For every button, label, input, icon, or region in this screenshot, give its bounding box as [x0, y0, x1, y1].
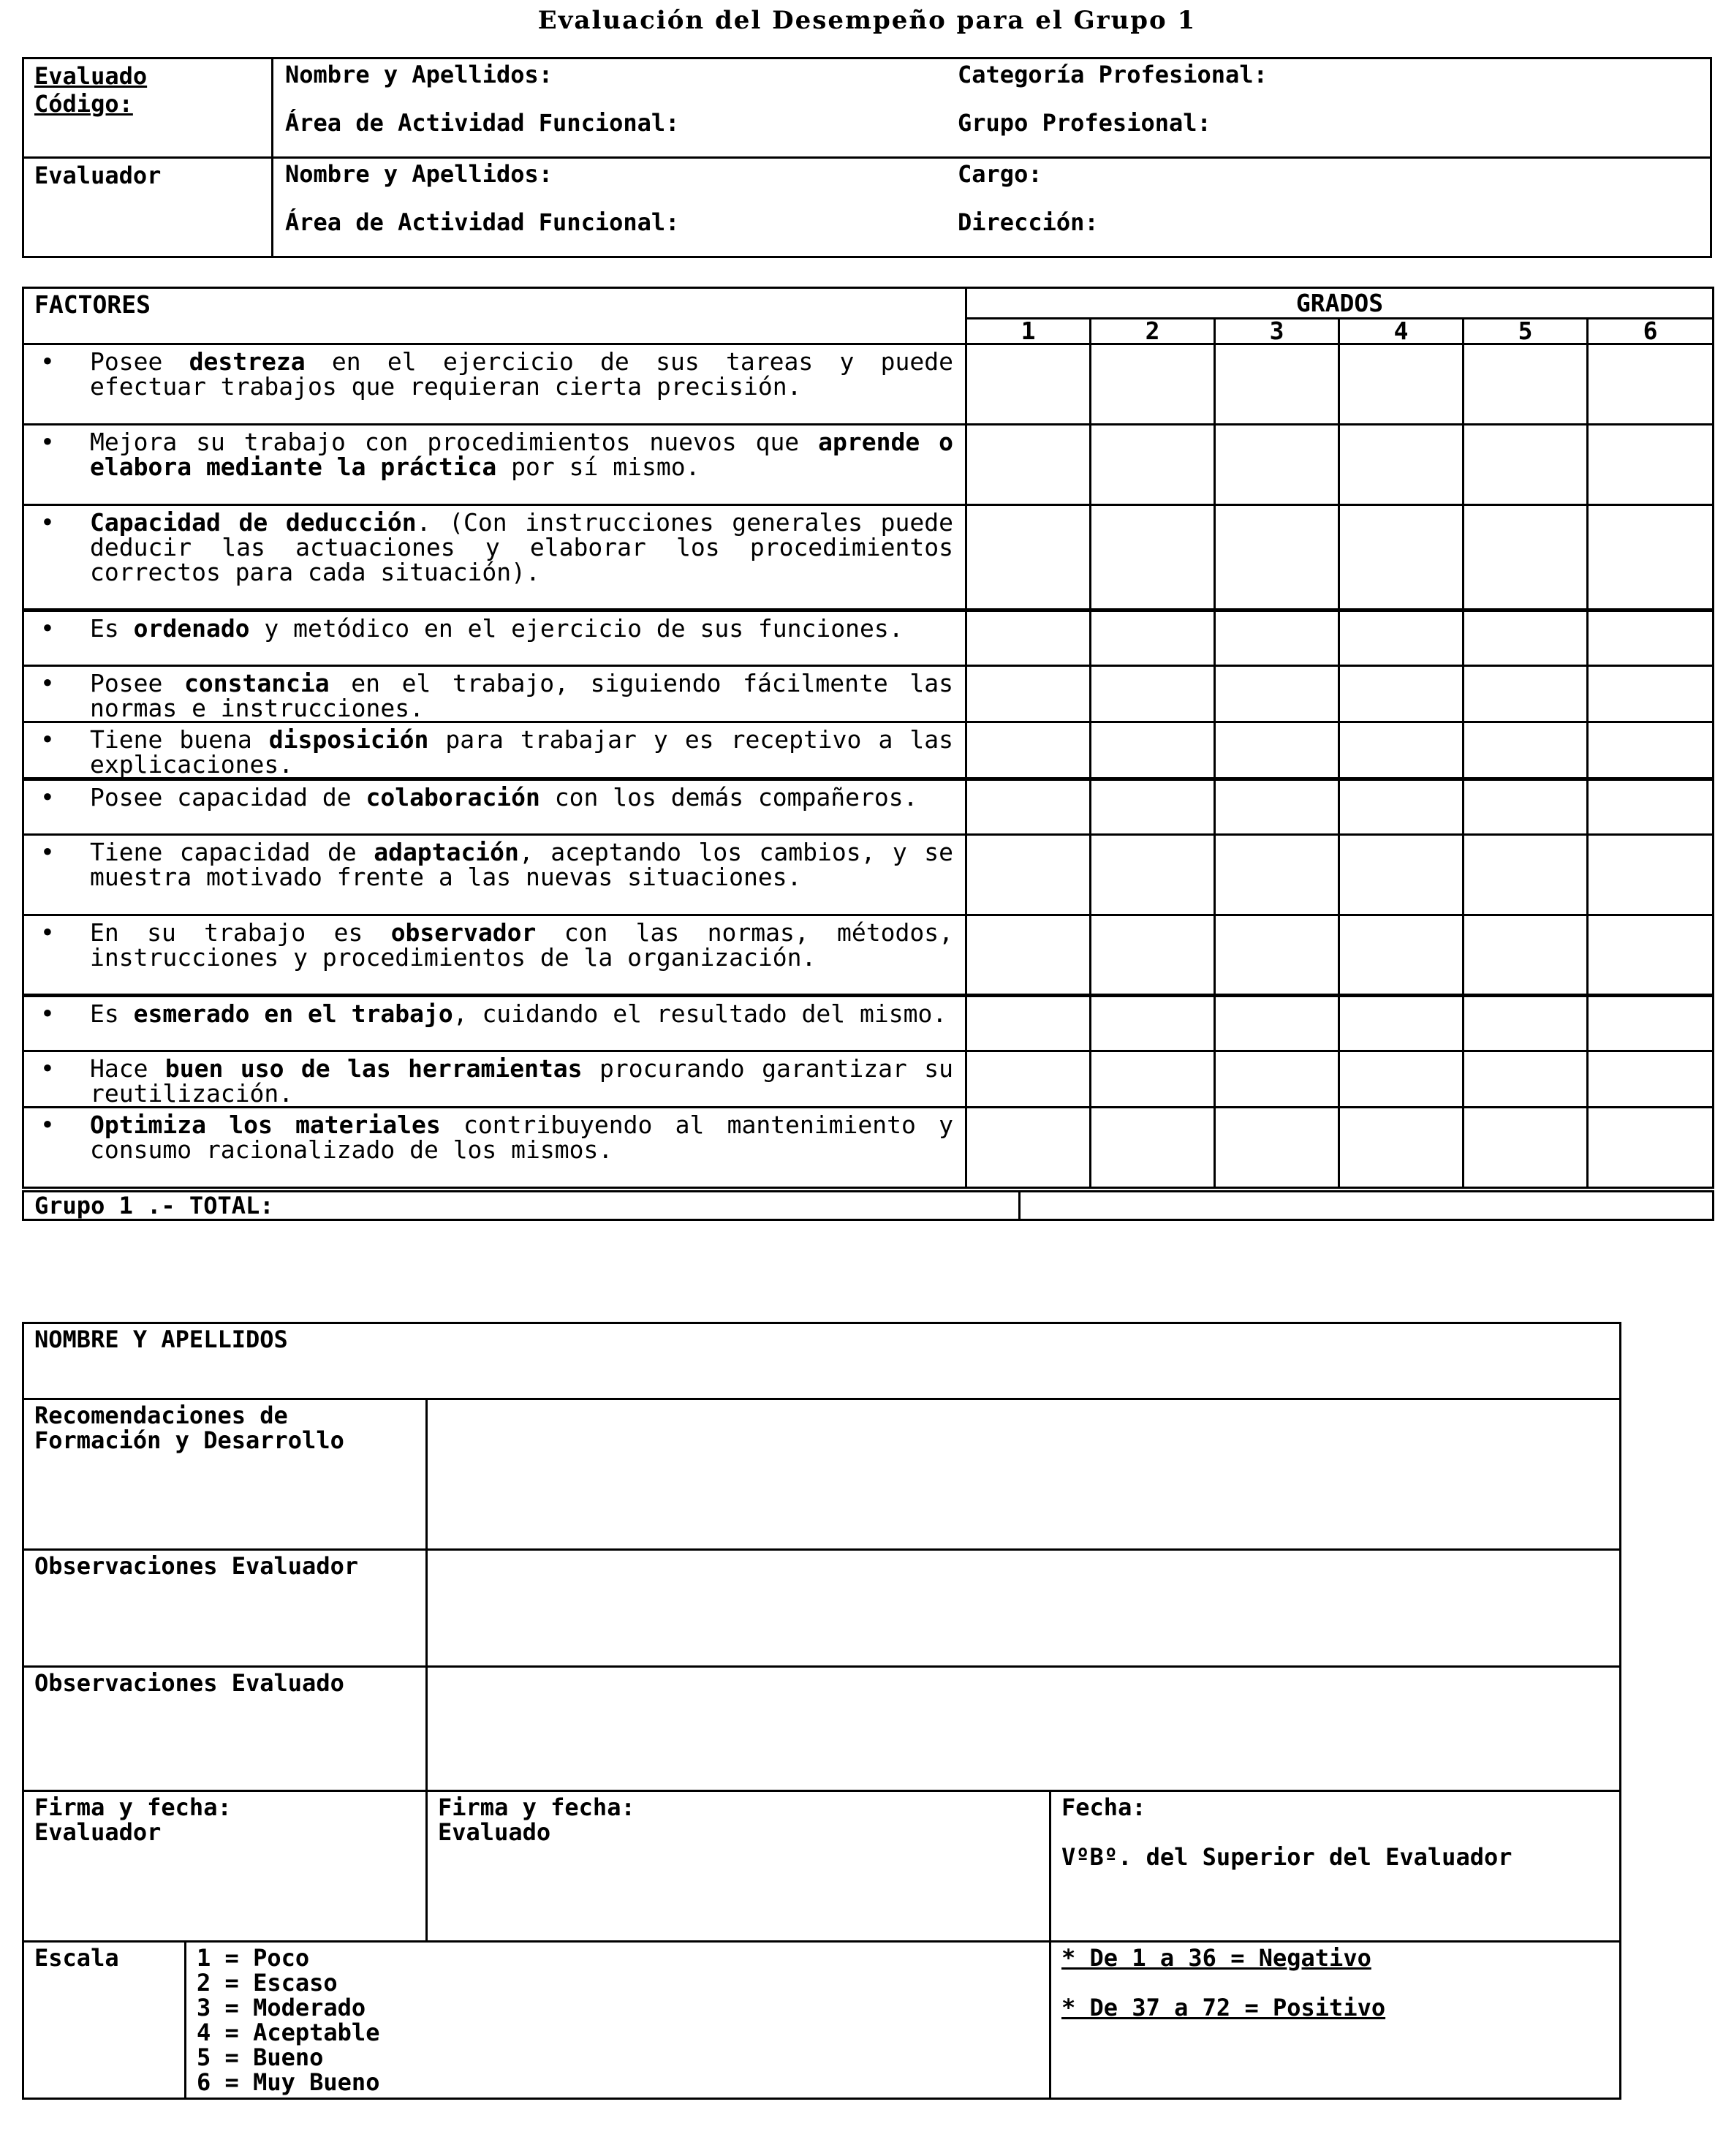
factor-text-pre: Tiene buena [90, 725, 269, 754]
grade-cell-5[interactable] [1464, 425, 1588, 505]
factor-text [37, 430, 953, 480]
grade-cell-3[interactable] [1215, 722, 1339, 779]
factor-text-post: contribuyendo al mantenimiento y consumo racionalizado de los mismos. [90, 1111, 953, 1164]
factor-text-pre: Posee capacidad de [90, 783, 366, 812]
factor-row [23, 505, 1714, 610]
factor-text [37, 616, 953, 641]
grade-cell-5[interactable] [1464, 835, 1588, 915]
grade-cell-4[interactable] [1339, 722, 1464, 779]
factor-text [37, 671, 953, 721]
firma-evaluador-cell[interactable] [23, 1791, 427, 1942]
grade-cell-3[interactable] [1215, 1108, 1339, 1188]
evaluado-fields [273, 58, 1711, 158]
scale-item-4: 4 = Aceptable [197, 2019, 380, 2046]
factor-text-post: , aceptando los cambios, y se muestra motivado frente a las nuevas situaciones. [90, 838, 953, 891]
grade-cell-5[interactable] [1464, 996, 1588, 1051]
factor-text-post: y metódico en el ejercicio de sus funciones. [249, 614, 904, 643]
grade-cell-6[interactable] [1588, 666, 1714, 722]
grade-cell-3[interactable] [1215, 996, 1339, 1051]
grade-cell-6[interactable] [1588, 996, 1714, 1051]
factor-text-cell [23, 996, 966, 1051]
grade-cell-6[interactable] [1588, 779, 1714, 835]
grade-header-2: 2 [1091, 319, 1215, 344]
evaluador-cargo-field[interactable]: Cargo: [958, 160, 1042, 188]
factor-row [23, 779, 1714, 835]
evaluado-area-field[interactable]: Área de Actividad Funcional: [285, 109, 680, 137]
factor-text [37, 1056, 953, 1106]
nombre-label: NOMBRE Y APELLIDOS [34, 1325, 288, 1353]
grade-cell-4[interactable] [1339, 835, 1464, 915]
total-label: Grupo 1 .- TOTAL: [23, 1192, 1020, 1220]
grade-header-5: 5 [1464, 319, 1588, 344]
grade-cell-4[interactable] [1339, 425, 1464, 505]
firma-evaluado-cell[interactable] [427, 1791, 1050, 1942]
factor-text-post: procurando garantizar su reutilización. [90, 1054, 953, 1108]
factor-text [37, 920, 953, 970]
grade-cell-5[interactable] [1464, 779, 1588, 835]
grade-cell-6[interactable] [1588, 1051, 1714, 1108]
grade-cell-6[interactable] [1588, 505, 1714, 610]
factor-text [37, 727, 953, 777]
evaluador-fields [273, 158, 1711, 257]
bullet-icon: • [40, 1111, 55, 1139]
grade-cell-4[interactable] [1339, 666, 1464, 722]
grade-cell-2[interactable] [1091, 610, 1215, 666]
recomendaciones-field[interactable] [427, 1399, 1621, 1550]
grade-cell-4[interactable] [1339, 779, 1464, 835]
grade-cell-6[interactable] [1588, 425, 1714, 505]
factor-text [37, 840, 953, 890]
grados-header: GRADOS [966, 288, 1714, 319]
factor-text-keyword: observador [390, 918, 537, 947]
grade-cell-1[interactable] [966, 779, 1091, 835]
fecha-label: Fecha: [1061, 1793, 1146, 1821]
codigo-label: Código: [34, 90, 133, 118]
factor-text-pre: Es [90, 614, 134, 643]
factor-row [23, 425, 1714, 505]
grade-header-1: 1 [966, 319, 1091, 344]
factor-text-pre: Posee [90, 347, 189, 376]
nombre-cell[interactable] [23, 1323, 1621, 1399]
firma-evaluado-role: Evaluado [438, 1818, 551, 1846]
obs-evaluador-label: Observaciones Evaluador [23, 1550, 427, 1667]
grade-cell-1[interactable] [966, 425, 1091, 505]
factor-row [23, 835, 1714, 915]
factor-row [23, 996, 1714, 1051]
bullet-icon: • [40, 918, 55, 947]
grade-cell-2[interactable] [1091, 722, 1215, 779]
grade-cell-6[interactable] [1588, 915, 1714, 996]
grade-cell-1[interactable] [966, 344, 1091, 425]
factor-text-keyword: esmerado en el trabajo [133, 999, 453, 1028]
grade-cell-2[interactable] [1091, 505, 1215, 610]
bullet-icon: • [40, 428, 55, 456]
grade-cell-1[interactable] [966, 666, 1091, 722]
factor-text-cell [23, 610, 966, 666]
grade-cell-1[interactable] [966, 722, 1091, 779]
scale-item-5: 5 = Bueno [197, 2043, 324, 2071]
grade-cell-3[interactable] [1215, 835, 1339, 915]
factor-text-pre: Posee [90, 669, 184, 697]
grade-cell-3[interactable] [1215, 344, 1339, 425]
bottom-table [22, 1322, 1621, 2100]
evaluado-nombre-field[interactable]: Nombre y Apellidos: [285, 61, 553, 88]
factor-text-post: en el ejercicio de sus tareas y puede efectuar trabajos que requieran cierta precisión. [90, 347, 953, 401]
grade-cell-3[interactable] [1215, 610, 1339, 666]
factor-text-cell [23, 1051, 966, 1108]
grade-cell-2[interactable] [1091, 425, 1215, 505]
factores-header: FACTORES [23, 288, 966, 344]
grade-cell-5[interactable] [1464, 722, 1588, 779]
factor-row [23, 1051, 1714, 1108]
grade-header-6: 6 [1588, 319, 1714, 344]
factor-text-cell [23, 666, 966, 722]
evaluador-direccion-field[interactable]: Dirección: [958, 208, 1099, 236]
grade-cell-1[interactable] [966, 996, 1091, 1051]
grade-cell-6[interactable] [1588, 344, 1714, 425]
factor-text-keyword: destreza [189, 347, 306, 376]
grade-cell-6[interactable] [1588, 1108, 1714, 1188]
grade-cell-3[interactable] [1215, 779, 1339, 835]
grade-cell-5[interactable] [1464, 1108, 1588, 1188]
total-value-cell[interactable] [1020, 1192, 1714, 1220]
factor-text-pre: Tiene capacidad de [90, 838, 374, 866]
grade-cell-6[interactable] [1588, 722, 1714, 779]
escala-label: Escala [23, 1942, 186, 2099]
bullet-icon: • [40, 1054, 55, 1083]
grade-cell-2[interactable] [1091, 915, 1215, 996]
evaluado-categoria-field[interactable]: Categoría Profesional: [958, 61, 1268, 88]
grade-cell-2[interactable] [1091, 1108, 1215, 1188]
grade-cell-5[interactable] [1464, 344, 1588, 425]
grade-cell-5[interactable] [1464, 915, 1588, 996]
grade-cell-4[interactable] [1339, 915, 1464, 996]
factor-row [23, 610, 1714, 666]
factor-row [23, 1108, 1714, 1188]
grade-cell-5[interactable] [1464, 610, 1588, 666]
grade-cell-4[interactable] [1339, 505, 1464, 610]
evaluado-label: Evaluado [34, 62, 148, 90]
factor-text [37, 1113, 953, 1162]
grade-cell-2[interactable] [1091, 779, 1215, 835]
factor-text-pre: En su trabajo es [90, 918, 391, 947]
obs-evaluado-field[interactable] [427, 1667, 1621, 1791]
evaluador-label: Evaluador [34, 162, 162, 189]
grade-cell-5[interactable] [1464, 1051, 1588, 1108]
grade-cell-4[interactable] [1339, 1108, 1464, 1188]
grade-cell-1[interactable] [966, 610, 1091, 666]
grade-cell-2[interactable] [1091, 835, 1215, 915]
evaluador-nombre-field[interactable]: Nombre y Apellidos: [285, 160, 553, 188]
bullet-icon: • [40, 999, 55, 1028]
bullet-icon: • [40, 838, 55, 866]
factor-text-post: por sí mismo. [496, 453, 700, 481]
negativo-legend: * De 1 a 36 = Negativo [1061, 1944, 1371, 1972]
bullet-icon: • [40, 783, 55, 812]
obs-evaluado-label: Observaciones Evaluado [23, 1667, 427, 1791]
scale-item-2: 2 = Escaso [197, 1969, 338, 1997]
factor-text-post: , cuidando el resultado del mismo. [453, 999, 947, 1028]
factor-text-post: . (Con instrucciones generales puede deducir las actuaciones y elaborar los procedimientos correctos para cada situación). [90, 508, 953, 586]
factor-row [23, 666, 1714, 722]
factor-text-keyword: Capacidad de deducción [90, 508, 417, 537]
grade-cell-3[interactable] [1215, 425, 1339, 505]
scale-item-1: 1 = Poco [197, 1944, 310, 1972]
factor-text-keyword: adaptación [374, 838, 519, 866]
grade-cell-6[interactable] [1588, 610, 1714, 666]
header-table [22, 57, 1712, 258]
vb-superior-cell[interactable] [1050, 1791, 1621, 1942]
grade-cell-2[interactable] [1091, 1051, 1215, 1108]
scale-list [186, 1942, 1050, 2099]
factors-table [22, 287, 1714, 1189]
grade-cell-6[interactable] [1588, 835, 1714, 915]
factor-text-pre: Hace [90, 1054, 165, 1083]
factor-text-cell [23, 344, 966, 425]
grade-cell-2[interactable] [1091, 996, 1215, 1051]
result-legend [1050, 1942, 1621, 2099]
grade-cell-1[interactable] [966, 835, 1091, 915]
factor-text [37, 999, 953, 1028]
factor-text-cell [23, 835, 966, 915]
positivo-legend: * De 37 a 72 = Positivo [1061, 1994, 1386, 2021]
recomendaciones-label: Recomendaciones de Formación y Desarrollo [23, 1399, 427, 1550]
evaluado-grupo-field[interactable]: Grupo Profesional: [958, 109, 1211, 137]
vb-superior-label: VºBº. del Superior del Evaluador [1061, 1843, 1512, 1871]
factor-row [23, 915, 1714, 996]
firma-evaluador-role: Evaluador [34, 1818, 162, 1846]
firma-evaluado-label: Firma y fecha: [438, 1793, 635, 1821]
grade-header-3: 3 [1215, 319, 1339, 344]
grade-header-4: 4 [1339, 319, 1464, 344]
factor-text-keyword: Optimiza los materiales [90, 1111, 441, 1139]
factor-text-pre: Mejora su trabajo con procedimientos nuevos que [90, 428, 819, 456]
page-title: Evaluación del Desempeño para el Grupo 1 [537, 6, 1197, 35]
grade-cell-4[interactable] [1339, 1051, 1464, 1108]
bullet-icon: • [40, 347, 55, 376]
factor-text-cell [23, 915, 966, 996]
grade-cell-1[interactable] [966, 1108, 1091, 1188]
evaluador-area-field[interactable]: Área de Actividad Funcional: [285, 208, 680, 236]
grade-cell-4[interactable] [1339, 344, 1464, 425]
bullet-icon: • [40, 669, 55, 697]
grade-cell-2[interactable] [1091, 344, 1215, 425]
factor-text-cell [23, 1108, 966, 1188]
scale-item-6: 6 = Muy Bueno [197, 2068, 380, 2096]
factor-text-keyword: aprende o elabora mediante la práctica [90, 428, 954, 481]
grade-cell-3[interactable] [1215, 915, 1339, 996]
factor-text [37, 785, 953, 810]
bullet-icon: • [40, 725, 55, 754]
grade-cell-3[interactable] [1215, 505, 1339, 610]
grade-cell-4[interactable] [1339, 996, 1464, 1051]
factor-text-keyword: disposición [268, 725, 429, 754]
factor-text-post: con los demás compañeros. [539, 783, 918, 812]
grade-cell-1[interactable] [966, 1051, 1091, 1108]
grade-cell-1[interactable] [966, 915, 1091, 996]
grade-cell-4[interactable] [1339, 610, 1464, 666]
factor-text-cell [23, 779, 966, 835]
evaluador-label-cell [23, 158, 273, 257]
evaluado-label-cell [23, 58, 273, 158]
factor-text-cell [23, 505, 966, 610]
obs-evaluador-field[interactable] [427, 1550, 1621, 1667]
grade-cell-1[interactable] [966, 505, 1091, 610]
factor-text [37, 349, 953, 399]
firma-evaluador-label: Firma y fecha: [34, 1793, 232, 1821]
factor-text-keyword: buen uso de las herramientas [164, 1054, 583, 1083]
scale-item-3: 3 = Moderado [197, 1994, 366, 2021]
factor-row [23, 722, 1714, 779]
factor-text-pre: Es [90, 999, 134, 1028]
grade-cell-5[interactable] [1464, 666, 1588, 722]
factor-text-cell [23, 425, 966, 505]
factor-text-keyword: ordenado [133, 614, 250, 643]
factor-text-cell [23, 722, 966, 779]
factor-text [37, 510, 953, 585]
grade-cell-2[interactable] [1091, 666, 1215, 722]
bullet-icon: • [40, 508, 55, 537]
total-table [22, 1190, 1714, 1221]
grade-cell-3[interactable] [1215, 666, 1339, 722]
factor-text-post: con las normas, métodos, instrucciones y procedimientos de la organización. [90, 918, 953, 972]
factor-text-keyword: constancia [183, 669, 330, 697]
factor-text-post: para trabajar y es receptivo a las explicaciones. [90, 725, 953, 779]
grade-cell-5[interactable] [1464, 505, 1588, 610]
factor-text-keyword: colaboración [366, 783, 540, 812]
factor-row [23, 344, 1714, 425]
grade-cell-3[interactable] [1215, 1051, 1339, 1108]
factor-text-post: en el trabajo, siguiendo fácilmente las normas e instrucciones. [90, 669, 953, 722]
bullet-icon: • [40, 614, 55, 643]
